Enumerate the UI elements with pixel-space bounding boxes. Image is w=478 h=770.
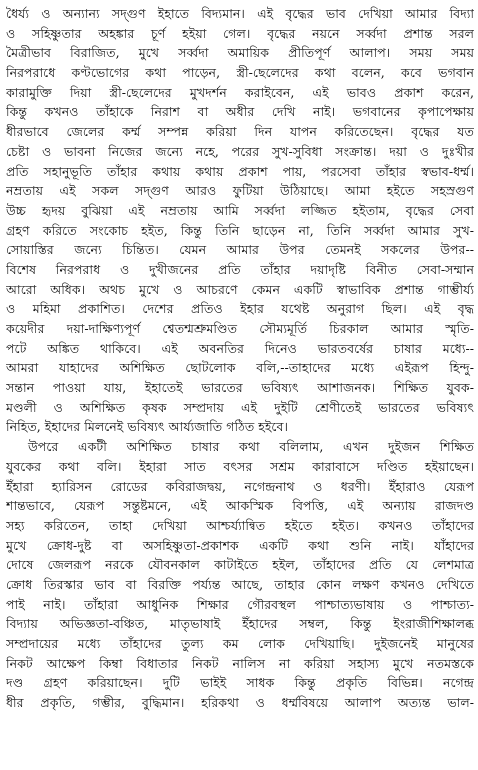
text-line: নিহিত, ইহাদের মিলনেই ভবিষ্যৎ আর্য্যজাতি গঠিত হইবে। bbox=[6, 419, 289, 435]
text-line: শান্তভাবে, যেরূপ সন্তুষ্টমনে, এই আকস্মিক বিপত্তি, এই অন্যায় রাজদণ্ড bbox=[6, 498, 474, 514]
text-line: কিন্তু কখনও তাঁহাকে নিরাশ বা অধীর দেখি নাই। ভগবানের কৃপাপেক্ষায় bbox=[6, 104, 474, 120]
text-line: ও সহিষ্ণুতার অহঙ্কার চূর্ণ হইয়া গেল। বৃদ্ধের নয়নে সর্ব্বদা প্রশান্ত সরল bbox=[6, 25, 474, 41]
text-line: ধৈর্য্য ও অন্যান্য সদ্গুণ ইহাতে বিদ্যমান। এই বৃদ্ধের ভাব দেখিয়া আমার বিদ্যা bbox=[6, 6, 474, 21]
text-line: গ্রহণ করিতে সংকোচ হইত, কিন্তু তিনি ছাড়েন না, তিনি সর্ব্বদা আমার সুখ- bbox=[6, 222, 474, 238]
text-line: আমরা যাহাদের অশিক্ষিত ছোটলোক বলি,--তাহাদের মধ্যে এইরূপ হিন্দু- bbox=[6, 360, 474, 376]
text-line: ধীরভাবে জেলের কর্ম্ম সম্পন্ন করিয়া দিন যাপন করিতেছেন। বৃদ্ধের যত bbox=[6, 124, 474, 140]
text-line: পাই নাই। তাঁহারা আধুনিক শিক্ষার গৌরবস্থল পাশ্চাত্যভাষায় ও পাশ্চাত্য- bbox=[6, 596, 474, 612]
text-line: সহ্য করিতেন, তাহা দেখিয়া আশ্চর্য্যান্বিত হইতে হইত। কখনও তাঁহাদের bbox=[6, 517, 474, 533]
text-line: উচ্চ হৃদয় বুঝিয়া এই নম্রতায় আমি সর্ব্বদা লজ্জিত হইতাম, বৃদ্ধের সেবা bbox=[6, 202, 474, 218]
text-line: সম্প্রদায়ের মধ্যে তাঁহাদের তুল্য কম লোক দেখিয়াছি। দুইজনেই মানুষের bbox=[6, 636, 474, 651]
text-line: মৈত্রীভাব বিরাজিত, মুখে সর্ব্বদা অমায়িক প্রীতিপূর্ণ আলাপ। সময় সময় bbox=[6, 45, 474, 61]
text-line: বিদ্যায় অভিজ্ঞতা-বঞ্চিত, মাতৃভাষাই ইঁহাদের সম্বল, কিন্তু ইংরাজীশিক্ষালব্ধ bbox=[6, 616, 474, 632]
text-line: উপরে একটী অশিক্ষিত চাষার কথা বলিলাম, এখন দুইজন শিক্ষিত bbox=[28, 439, 474, 455]
text-line: বিশেষ নিরপরাধ ও দুখীজনের প্রতি তাঁহার দয়াদৃষ্টি বিনীত সেবা-সম্মান bbox=[6, 261, 474, 277]
text-line: মণ্ডলী ও অশিক্ষিত কৃষক সম্প্রদায় এই দুইটি শ্রেণীতেই ভারতের ভবিষ্যৎ bbox=[6, 399, 474, 415]
text-line: সন্তান পাওয়া যায়, ইহাতেই ভারতের ভবিষ্যৎ আশাজনক। শিক্ষিত যুবক- bbox=[6, 380, 474, 396]
text-line: কয়েদীর দয়া-দাক্ষিণ্যপূর্ণ শ্বেতশ্মশ্রুমণ্ডিত সৌম্যমূর্তি চিরকাল আমার স্মৃতি- bbox=[6, 321, 474, 336]
text-line: নিরপরাধে কণ্টভোগের কথা পাড়েন, স্ত্রী-ছেলেদের কথা বলেন, কবে ভগবান bbox=[6, 65, 474, 81]
text-line: পটে অঙ্কিত থাকিবে। এই অবনতির দিনেও ভারতবর্ষের চাষার মধ্যে-- bbox=[6, 340, 474, 356]
text-line: দোষে জেলরূপ নরকে যৌবনকাল কাটাইতে হইল, তাঁহাদের প্রতি যে লেশমাত্র bbox=[6, 557, 474, 573]
text-line: প্রতি সহানুভূতি তাঁহার কথায় কথায় প্রকাশ পায়, পরসেবা তাঁহার স্বভাব-ধর্ম্ম। bbox=[6, 163, 474, 179]
text-line: নম্রতায় এই সকল সদ্গুণ আরও ফুটিয়া উঠিয়াছে। আমা হইতে সহস্রগুণ bbox=[6, 183, 474, 199]
text-line: ইঁহারা হ্যারিসন রোডের কবিরাজদ্বয়, নগেন্দ্রনাথ ও ধরণী। ইঁহারাও যেরূপ bbox=[6, 478, 474, 494]
text-line: আরো অধিক। অথচ মুখে ও আচরণে কেমন একটি স্বাভাবিক প্রশান্ত গাম্ভীর্য্য bbox=[6, 281, 474, 297]
text-line: ও মহিমা প্রকাশিত। দেশের প্রতিও ইহার যথেষ্ট অনুরাগ ছিল। এই বৃদ্ধ bbox=[6, 301, 474, 317]
text-line: দণ্ড গ্রহণ করিয়াছেন। দুটি ভাইই সাধক কিন্তু প্রকৃতি বিভিন্ন। নগেন্দ্র bbox=[6, 675, 474, 691]
text-line: ক্রোধ তিরস্কার ভাব বা বিরক্তি পর্য্যন্ত আছে, তাহার কোন লক্ষণ কখনও দেখিতে bbox=[6, 576, 474, 592]
text-line: মুখে ক্রোধ-দুষ্ট বা অসহিষ্ণুতা-প্রকাশক একটি কথা শুনি নাই। যাঁহাদের bbox=[6, 537, 474, 553]
text-line: নিকট আক্ষেপ কিম্বা বিধাতার নিকট নালিস না করিয়া সহাস্য মুখে নতমস্তকে bbox=[6, 655, 474, 671]
text-line: কারামুক্তি দিয়া স্ত্রী-ছেলেদের মুখদর্শন করাইবেন, এই ভাবও প্রকাশ করেন, bbox=[6, 84, 474, 100]
text-line: সোয়াস্তির জন্যে চিন্তিত। যেমন আমার উপর তেমনই সকলের উপর-- bbox=[6, 242, 474, 258]
paragraph-2 bbox=[6, 437, 474, 713]
paragraph-1 bbox=[6, 4, 474, 437]
text-line: যুবকের কথা বলি। ইহারা সাত বৎসর সশ্রম কারাবাসে দণ্ডিত হইয়াছেন। bbox=[6, 458, 474, 474]
text-line: ধীর প্রকৃতি, গম্ভীর, বুদ্ধিমান। হরিকথা ও ধর্ম্মবিষয়ে আলাপ অত্যন্ত ভাল- bbox=[6, 695, 474, 711]
text-line: চেষ্টা ও ভাবনা নিজের জন্যে নহে, পরের সুখ-সুবিধা সংক্রান্ত। দয়া ও দুঃখীর bbox=[6, 143, 474, 159]
